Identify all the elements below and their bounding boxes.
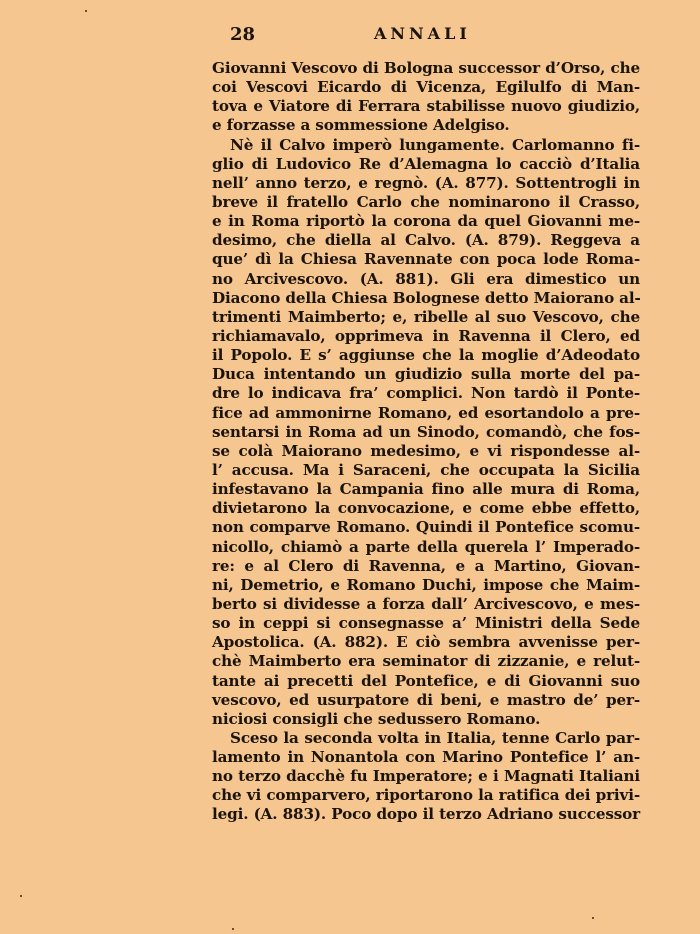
text-line: legi. (A. 883). Poco dopo il terzo Adriano successor: [212, 805, 640, 824]
text-line: breve il fratello Carlo che nominarono il Crasso,: [212, 192, 640, 211]
text-line: l’ accusa. Ma i Saraceni, che occupata la Sicilia: [212, 460, 640, 479]
text-line: richiamavalo, opprimeva in Ravenna il Clero, ed: [212, 326, 640, 345]
paper-speck: [20, 895, 22, 897]
running-title: ANNALI: [374, 24, 471, 43]
text-line: tante ai precetti del Pontefice, e di Giovanni suo: [212, 671, 640, 690]
text-line: nell’ anno terzo, e regnò. (A. 877). Sottentrogli in: [212, 173, 640, 192]
paper-speck: [592, 917, 594, 919]
text-line: sentarsi in Roma ad un Sinodo, comandò, che fos-: [212, 422, 640, 441]
text-line: Apostolica. (A. 882). E ciò sembra avvenisse per-: [212, 633, 640, 652]
text-line: berto si dividesse a forza dall’ Arcivescovo, e mes-: [212, 594, 640, 613]
text-line: tova e Viatore di Ferrara stabilisse nuovo giudizio,: [212, 97, 640, 116]
text-line: dre lo indicava fra’ complici. Non tardò il Ponte-: [212, 384, 640, 403]
text-line: no terzo dacchè fu Imperatore; e i Magnati Italiani: [212, 767, 640, 786]
paper-speck: [232, 928, 234, 930]
text-line: e in Roma riportò la corona da quel Giovanni me-: [212, 212, 640, 231]
text-line: re: e al Clero di Ravenna, e a Martino, Giovan-: [212, 556, 640, 575]
text-line: so in ceppi si consegnasse a’ Ministri della Sede: [212, 614, 640, 633]
text-line: Sceso la seconda volta in Italia, tenne Carlo par-: [230, 728, 640, 747]
text-line: divietarono la convocazione, e come ebbe effetto,: [212, 499, 640, 518]
text-line: trimenti Maimberto; e, ribelle al suo Vescovo, che: [212, 307, 640, 326]
text-line: che vi comparvero, riportarono la ratifica dei privi-: [212, 786, 640, 805]
text-line: infestavano la Campania fino alle mura di Roma,: [212, 480, 640, 499]
paper-speck: [85, 10, 87, 12]
text-line: Duca intentando un giudizio sulla morte del pa-: [212, 365, 640, 384]
text-line: lamento in Nonantola con Marino Pontefice l’ an-: [212, 748, 640, 767]
text-line: Nè il Calvo imperò lungamente. Carlomanno fi-: [230, 135, 640, 154]
text-line: non comparve Romano. Quindi il Pontefice scomu-: [212, 518, 640, 537]
page-number: 28: [230, 24, 256, 45]
text-line: Giovanni Vescovo di Bologna successor d’Orso, che: [212, 59, 640, 77]
text-line: ni, Demetrio, e Romano Duchi, impose che Maim-: [212, 575, 640, 594]
text-line: niciosi consigli che sedussero Romano.: [212, 709, 541, 728]
text-line: no Arcivescovo. (A. 881). Gli era dimestico un: [212, 269, 640, 288]
text-line: fice ad ammonirne Romano, ed esortandolo a pre-: [212, 403, 640, 422]
text-line: il Popolo. E s’ aggiunse che la moglie d’Adeodato: [212, 346, 640, 365]
text-line: glio di Ludovico Re d’Alemagna lo cacciò d’Italia: [212, 154, 640, 173]
page-header: [212, 24, 640, 48]
body-text: [212, 59, 640, 825]
text-line: Diacono della Chiesa Bolognese detto Maiorano al-: [212, 288, 641, 307]
text-line: nicollo, chiamò a parte della querela l’ Imperado-: [212, 537, 640, 556]
text-line: que’ dì la Chiesa Ravennate con poca lode Roma-: [212, 250, 640, 269]
text-line: desimo, che diella al Calvo. (A. 879). Reggeva a: [212, 231, 640, 250]
text-line: e forzasse a sommessione Adelgiso.: [212, 116, 510, 135]
text-line: se colà Maiorano medesimo, e vi rispondesse al-: [212, 441, 640, 460]
text-line: coi Vescovi Eicardo di Vicenza, Egilulfo di Man-: [212, 78, 640, 97]
text-line: chè Maimberto era seminator di zizzanie, e relut-: [212, 652, 640, 671]
text-line: vescovo, ed usurpatore di beni, e mastro de’ per-: [212, 690, 640, 709]
